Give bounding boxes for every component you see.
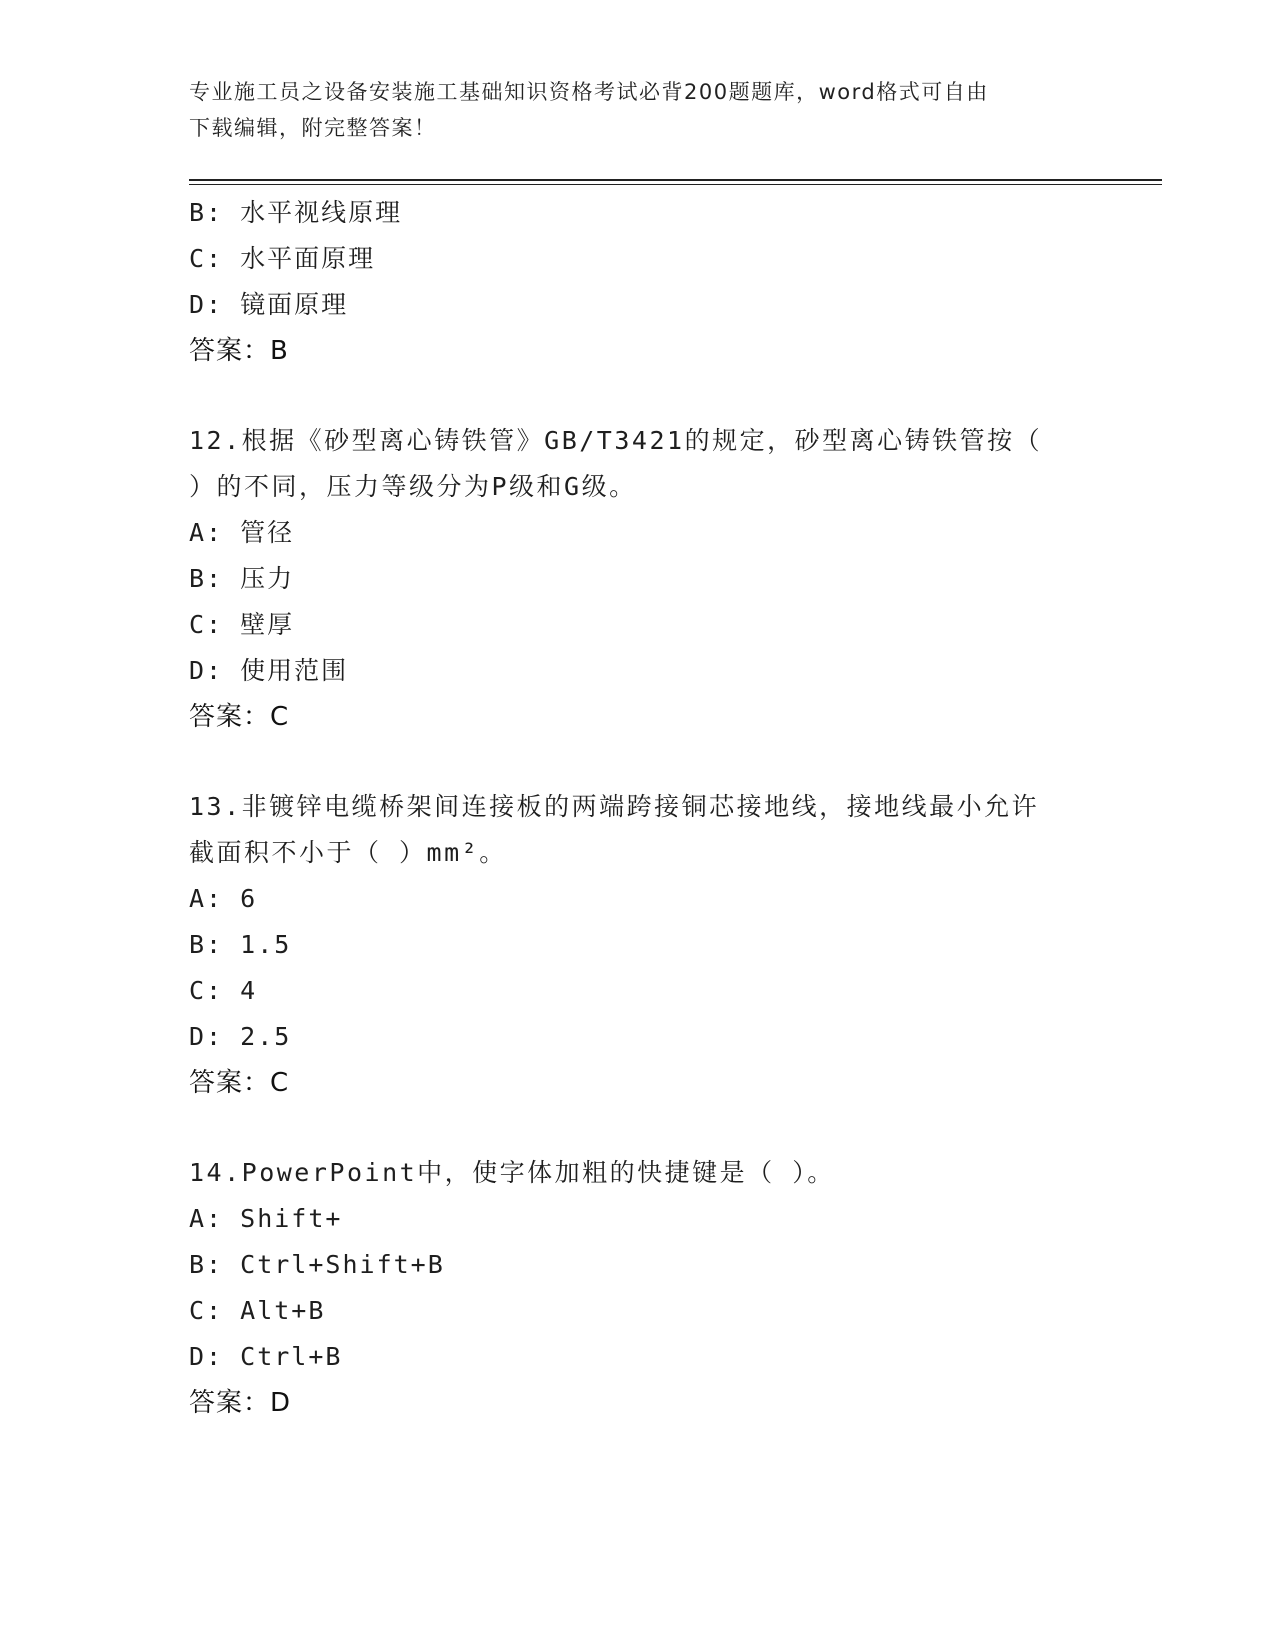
option-a: A: 6 bbox=[189, 884, 258, 913]
option-c: C: Alt+B bbox=[189, 1296, 326, 1325]
header-line-2: 下载编辑，附完整答案！ bbox=[189, 116, 437, 140]
options-12 bbox=[189, 510, 1089, 740]
option-d: D: 使用范围 bbox=[189, 656, 349, 685]
answer-line: 答案：B bbox=[189, 336, 289, 366]
question-list bbox=[189, 190, 1089, 1426]
option-c: C: 水平面原理 bbox=[189, 244, 376, 273]
question-block-13 bbox=[189, 784, 1089, 876]
question-block-14 bbox=[189, 1150, 1089, 1196]
answer-line: 答案：C bbox=[189, 1068, 290, 1098]
options-13 bbox=[189, 876, 1089, 1106]
document-header bbox=[189, 74, 1079, 146]
option-b: B: 压力 bbox=[189, 564, 295, 593]
option-b: B: Ctrl+Shift+B bbox=[189, 1250, 445, 1279]
option-c: C: 4 bbox=[189, 976, 258, 1005]
option-d: D: Ctrl+B bbox=[189, 1342, 343, 1371]
option-c: C: 壁厚 bbox=[189, 610, 295, 639]
question-block-12 bbox=[189, 418, 1089, 510]
option-d: D: 2.5 bbox=[189, 1022, 292, 1051]
option-b: B: 1.5 bbox=[189, 930, 292, 959]
question-text-line-1: 12.根据《砂型离心铸铁管》GB/T3421的规定，砂型离心铸铁管按（ bbox=[189, 426, 1043, 455]
answer-line: 答案：D bbox=[189, 1388, 292, 1418]
option-a: A: Shift+ bbox=[189, 1204, 343, 1233]
header-rule-thin bbox=[189, 184, 1162, 185]
option-d: D: 镜面原理 bbox=[189, 290, 349, 319]
option-a: A: 管径 bbox=[189, 518, 295, 547]
question-text-line-2: 截面积不小于（ ）mm²。 bbox=[189, 838, 507, 867]
header-line-1: 专业施工员之设备安装施工基础知识资格考试必背200题题库，word格式可自由 bbox=[189, 80, 989, 104]
header-rule-thick bbox=[189, 179, 1162, 181]
question-block-11 bbox=[189, 190, 1089, 374]
options-14 bbox=[189, 1196, 1089, 1426]
question-text-line-1: 14.PowerPoint中，使字体加粗的快捷键是（ ）。 bbox=[189, 1158, 835, 1187]
question-text-line-2: ）的不同，压力等级分为P级和G级。 bbox=[189, 472, 637, 501]
option-b: B: 水平视线原理 bbox=[189, 198, 403, 227]
question-text-line-1: 13.非镀锌电缆桥架间连接板的两端跨接铜芯接地线，接地线最小允许 bbox=[189, 792, 1040, 821]
answer-line: 答案：C bbox=[189, 702, 290, 732]
